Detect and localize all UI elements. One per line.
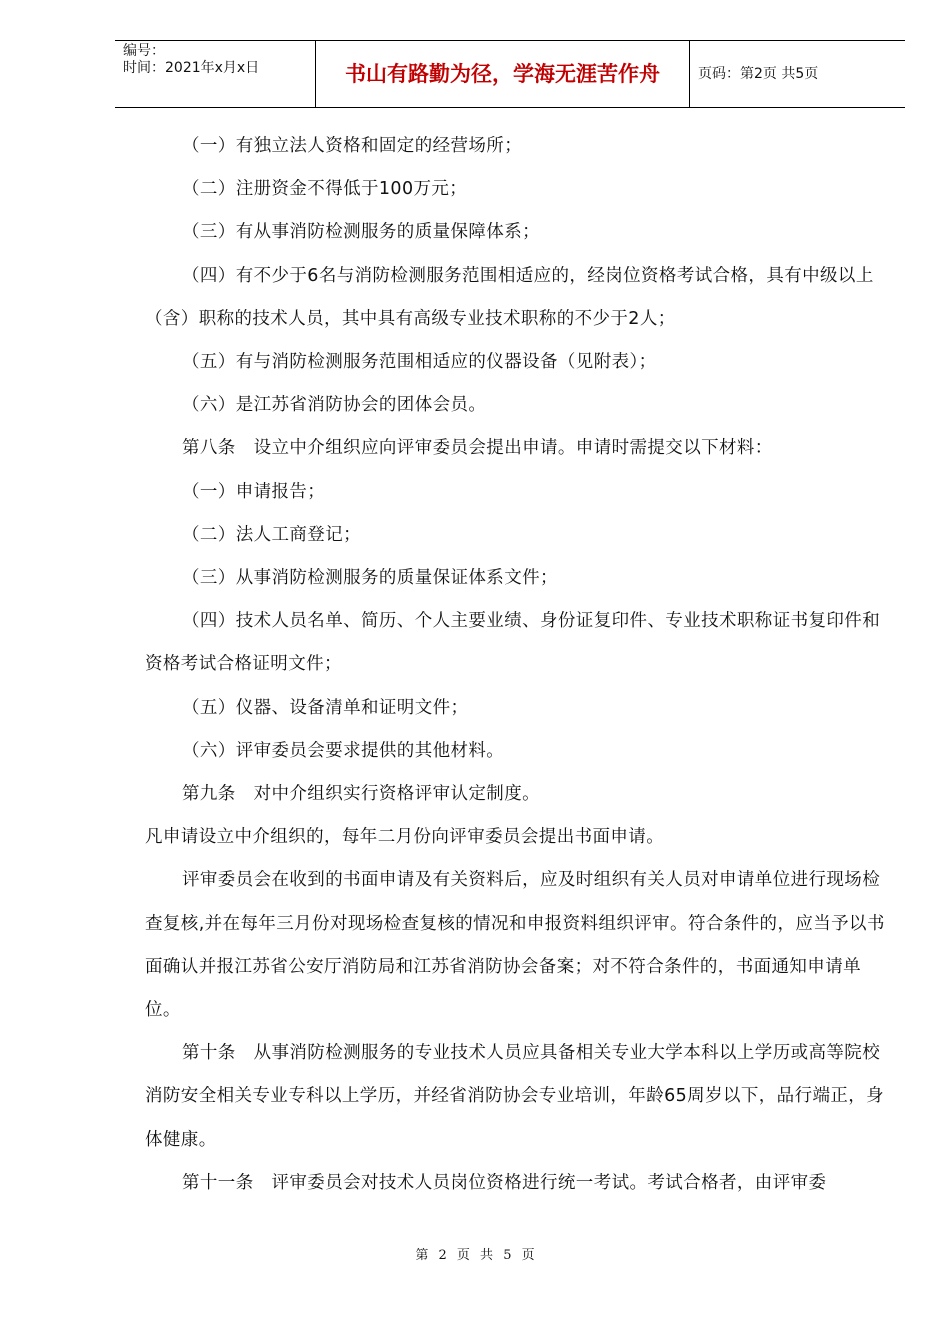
paragraph: （一）申请报告；	[182, 481, 326, 502]
paragraph: 评审委员会在收到的书面申请及有关资料后，应及时组织有关人员对申请单位进行现场检查复核,并在每年三月份对现场检查复核的情况和申报资料组织评审。符合条件的，应当予以书面确认并报江苏省公安厅消防局和江苏省消防协会备案；对不符合条件的，书面通知申请单位。	[145, 870, 885, 1021]
document-body	[145, 125, 890, 1205]
paragraph: （五）仪器、设备清单和证明文件；	[182, 697, 469, 718]
page-header	[115, 40, 905, 108]
number-label: 编号：	[123, 43, 165, 59]
paragraph: 第十条 从事消防检测服务的专业技术人员应具备相关专业大学本科以上学历或高等院校消防安全相关专业专科以上学历，并经省消防协会专业培训，年龄65周岁以下，品行端正，身体健康。	[145, 1043, 885, 1150]
paragraph: 凡申请设立中介组织的，每年二月份向评审委员会提出书面申请。	[145, 827, 665, 848]
header-motto: 书山有路勤为径，学海无涯苦作舟	[315, 41, 690, 107]
paragraph: （三）从事消防检测服务的质量保证体系文件；	[182, 568, 558, 589]
paragraph: （一）有独立法人资格和固定的经营场所；	[182, 136, 523, 156]
paragraph: （三）有从事消防检测服务的质量保障体系；	[182, 222, 540, 243]
paragraph: 第十一条 评审委员会对技术人员岗位资格进行统一考试。考试合格者，由评审委	[182, 1172, 827, 1193]
header-page-info: 页码：第2页 共5页	[698, 66, 819, 82]
time-label: 时间：2021年x月x日	[123, 60, 260, 76]
paragraph: （六）评审委员会要求提供的其他材料。	[182, 740, 505, 761]
paragraph: （五）有与消防检测服务范围相适应的仪器设备（见附表）；	[182, 352, 657, 373]
page-footer: 第 2 页 共 5 页	[415, 1248, 535, 1263]
paragraph: 第八条 设立中介组织应向评审委员会提出申请。申请时需提交以下材料：	[182, 438, 773, 459]
paragraph: （二）注册资金不得低于100万元；	[182, 179, 468, 200]
header-meta	[115, 41, 315, 109]
paragraph: （六）是江苏省消防协会的团体会员。	[182, 395, 487, 416]
paragraph: （二）法人工商登记；	[182, 524, 361, 545]
paragraph: （四）技术人员名单、简历、个人主要业绩、身份证复印件、专业技术职称证书复印件和资格考试合格证明文件；	[145, 611, 881, 675]
paragraph: （四）有不少于6名与消防检测服务范围相适应的，经岗位资格考试合格，具有中级以上（含）职称的技术人员，其中具有高级专业技术职称的不少于2人；	[145, 265, 874, 329]
paragraph: 第九条 对中介组织实行资格评审认定制度。	[182, 784, 540, 805]
